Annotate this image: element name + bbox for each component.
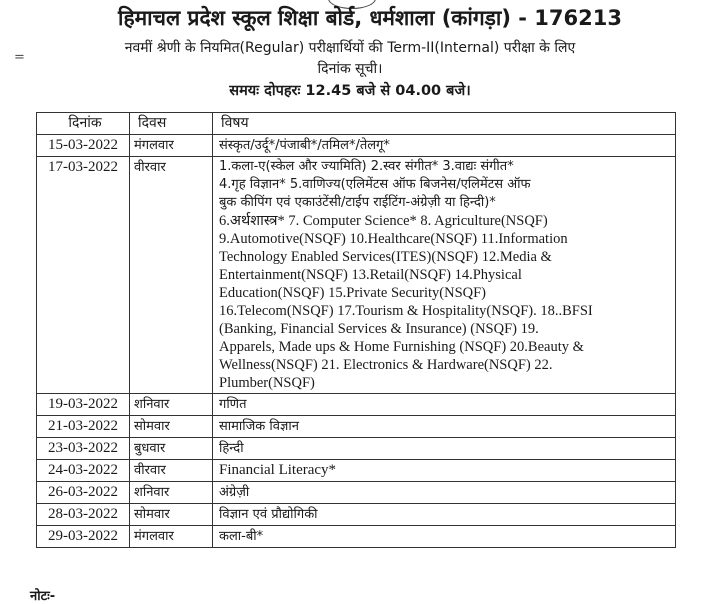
row-day: मंगलवार [130,526,213,548]
table-row [37,157,676,394]
row-date: 19-03-2022 [37,394,130,416]
subject-line: 16.Telecom(NSQF) 17.Tourism & Hospitality(NSQF). 18..BFSI [219,303,593,319]
row-day: मंगलवार [130,135,213,157]
row-day: सोमवार [130,416,213,438]
row-day: शनिवार [130,482,213,504]
table-row [37,504,676,526]
subject-line: बुक कीपिंग एवं एकाउंटेंसी/टाईप राईटिंग-अंग्रेज़ी या हिन्दी)* [219,195,496,210]
row-date: 28-03-2022 [37,504,130,526]
header-subject: विषय [213,113,676,135]
row-subject: Financial Literacy* [213,460,676,482]
row-subject: अंग्रेज़ी [213,482,676,504]
subject-line: 9.Automotive(NSQF) 10.Healthcare(NSQF) 11.Information [219,231,568,247]
row-subject: गणित [213,394,676,416]
row-date: 26-03-2022 [37,482,130,504]
row-day: सोमवार [130,504,213,526]
row-day: वीरवार [130,157,213,394]
row-date: 15-03-2022 [37,135,130,157]
table-row [37,460,676,482]
margin-mark: = [14,50,24,65]
row-subject: सामाजिक विज्ञान [213,416,676,438]
table-row [37,482,676,504]
subject-line: Entertainment(NSQF) 13.Retail(NSQF) 14.Physical [219,267,522,283]
row-subject: संस्कृत/उर्दू*/पंजाबी*/तमिल*/तेलगू* [213,135,676,157]
row-subject-list [213,157,676,394]
row-subject: विज्ञान एवं प्रौद्योगिकी [213,504,676,526]
row-day: बुधवार [130,438,213,460]
table-row [37,394,676,416]
subject-line: 1.कला-ए(स्केल और ज्यामिति) 2.स्वर संगीत* 3.वाद्यः संगीत* [219,159,514,174]
row-date: 29-03-2022 [37,526,130,548]
table-row [37,438,676,460]
table-row [37,416,676,438]
subject-line: (Banking, Financial Services & Insurance) (NSQF) 19. [219,321,539,337]
board-title: हिमाचल प्रदेश स्कूल शिक्षा बोर्ड, धर्मशाला (कांगड़ा) - 176213 [118,6,622,30]
header-day: दिवस [130,113,213,135]
row-day: वीरवार [130,460,213,482]
subject-line: Technology Enabled Services(ITES)(NSQF) 12.Media & [219,249,552,265]
subject-line: Plumber(NSQF) [219,375,315,391]
row-date: 23-03-2022 [37,438,130,460]
row-date: 21-03-2022 [37,416,130,438]
row-subject: हिन्दी [213,438,676,460]
exam-description: नवमीं श्रेणी के नियमित(Regular) परीक्षार्थियों की Term-II(Internal) परीक्षा के लिए [124,40,576,56]
table-row [37,135,676,157]
row-date: 24-03-2022 [37,460,130,482]
row-day: शनिवार [130,394,213,416]
header-date: दिनांक [37,113,130,135]
subject-line: Education(NSQF) 15.Private Security(NSQF) [219,285,487,301]
table-header-row [37,113,676,135]
row-date: 17-03-2022 [37,157,130,394]
subject-line: 4.गृह विज्ञान* 5.वाणिज्य(एलिमेंटस ऑफ बिजनेस/एलिमेंटस ऑफ [219,177,531,192]
exam-time: समयः दोपहरः 12.45 बजे से 04.00 बजे। [229,83,471,99]
date-sheet-table [36,112,676,548]
row-subject: कला-बी* [213,526,676,548]
subject-line: Wellness(NSQF) 21. Electronics & Hardware(NSQF) 22. [219,357,553,373]
table-row [37,526,676,548]
subject-line: Apparels, Made ups & Home Furnishing (NSQF) 20.Beauty & [219,339,584,355]
subject-line: 6.अर्थशास्त्र* 7. Computer Science* 8. Agriculture(NSQF) [219,213,548,229]
note-label: नोटः- [30,589,56,604]
schedule-heading: दिनांक सूची। [317,61,383,77]
